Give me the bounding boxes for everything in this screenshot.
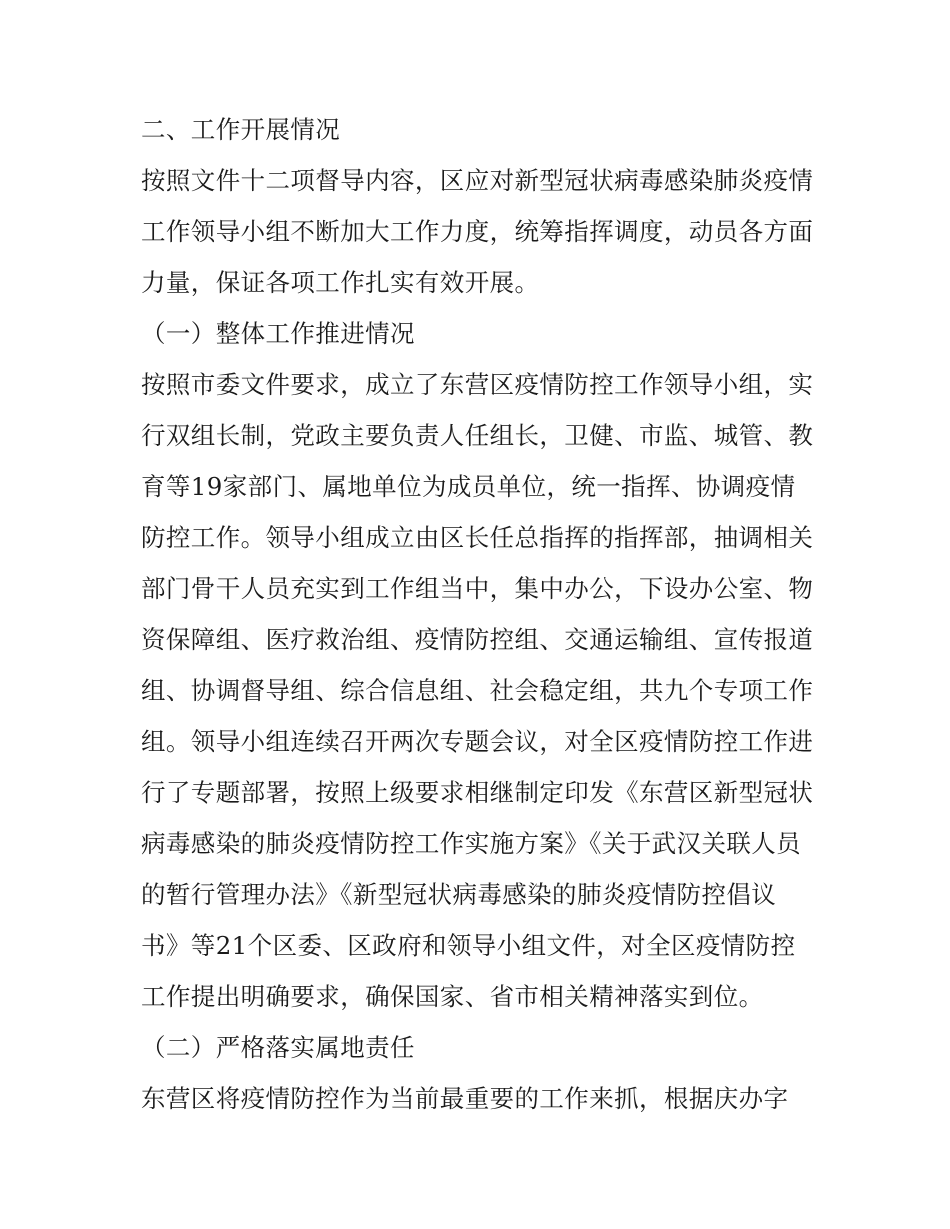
paragraph-line: 的暂行管理办法》《新型冠状病毒感染的肺炎疫情防控倡议 bbox=[141, 880, 777, 909]
paragraph-line: 按照市委文件要求，成立了东营区疫情防控工作领导小组，实 bbox=[141, 370, 814, 399]
paragraph-line: 力量，保证各项工作扎实有效开展。 bbox=[141, 268, 540, 297]
section-heading: 二、工作开展情况 bbox=[141, 115, 341, 144]
paragraph-line: 工作领导小组不断加大工作力度，统筹指挥调度，动员各方面 bbox=[141, 217, 814, 246]
paragraph-line: 书》等21个区委、区政府和领导小组文件，对全区疫情防控 bbox=[141, 931, 796, 960]
subsection-heading: （一）整体工作推进情况 bbox=[141, 319, 415, 348]
paragraph-line: 组、协调督导组、综合信息组、社会稳定组，共九个专项工作 bbox=[141, 676, 814, 705]
paragraph-line: 工作提出明确要求，确保国家、省市相关精神落实到位。 bbox=[141, 982, 764, 1011]
paragraph-line: 组。领导小组连续召开两次专题会议，对全区疫情防控工作进 bbox=[141, 727, 814, 756]
subsection-heading: （二）严格落实属地责任 bbox=[141, 1033, 415, 1062]
paragraph-line: 按照文件十二项督导内容，区应对新型冠状病毒感染肺炎疫情 bbox=[141, 166, 814, 195]
paragraph-line: 防控工作。领导小组成立由区长任总指挥的指挥部，抽调相关 bbox=[141, 523, 814, 552]
paragraph-line: 行双组长制，党政主要负责人任组长，卫健、市监、城管、教 bbox=[141, 421, 814, 450]
paragraph-line: 部门骨干人员充实到工作组当中，集中办公，下设办公室、物 bbox=[141, 574, 814, 603]
paragraph-line: 资保障组、医疗救治组、疫情防控组、交通运输组、宣传报道 bbox=[141, 625, 814, 654]
document-body bbox=[141, 104, 813, 1124]
paragraph-line: 育等19家部门、属地单位为成员单位，统一指挥、协调疫情 bbox=[141, 472, 796, 501]
paragraph-line: 东营区将疫情防控作为当前最重要的工作来抓，根据庆办字 bbox=[141, 1084, 789, 1113]
paragraph-line: 行了专题部署，按照上级要求相继制定印发《东营区新型冠状 bbox=[141, 778, 814, 807]
paragraph-line: 病毒感染的肺炎疫情防控工作实施方案》《关于武汉关联人员 bbox=[141, 829, 802, 858]
